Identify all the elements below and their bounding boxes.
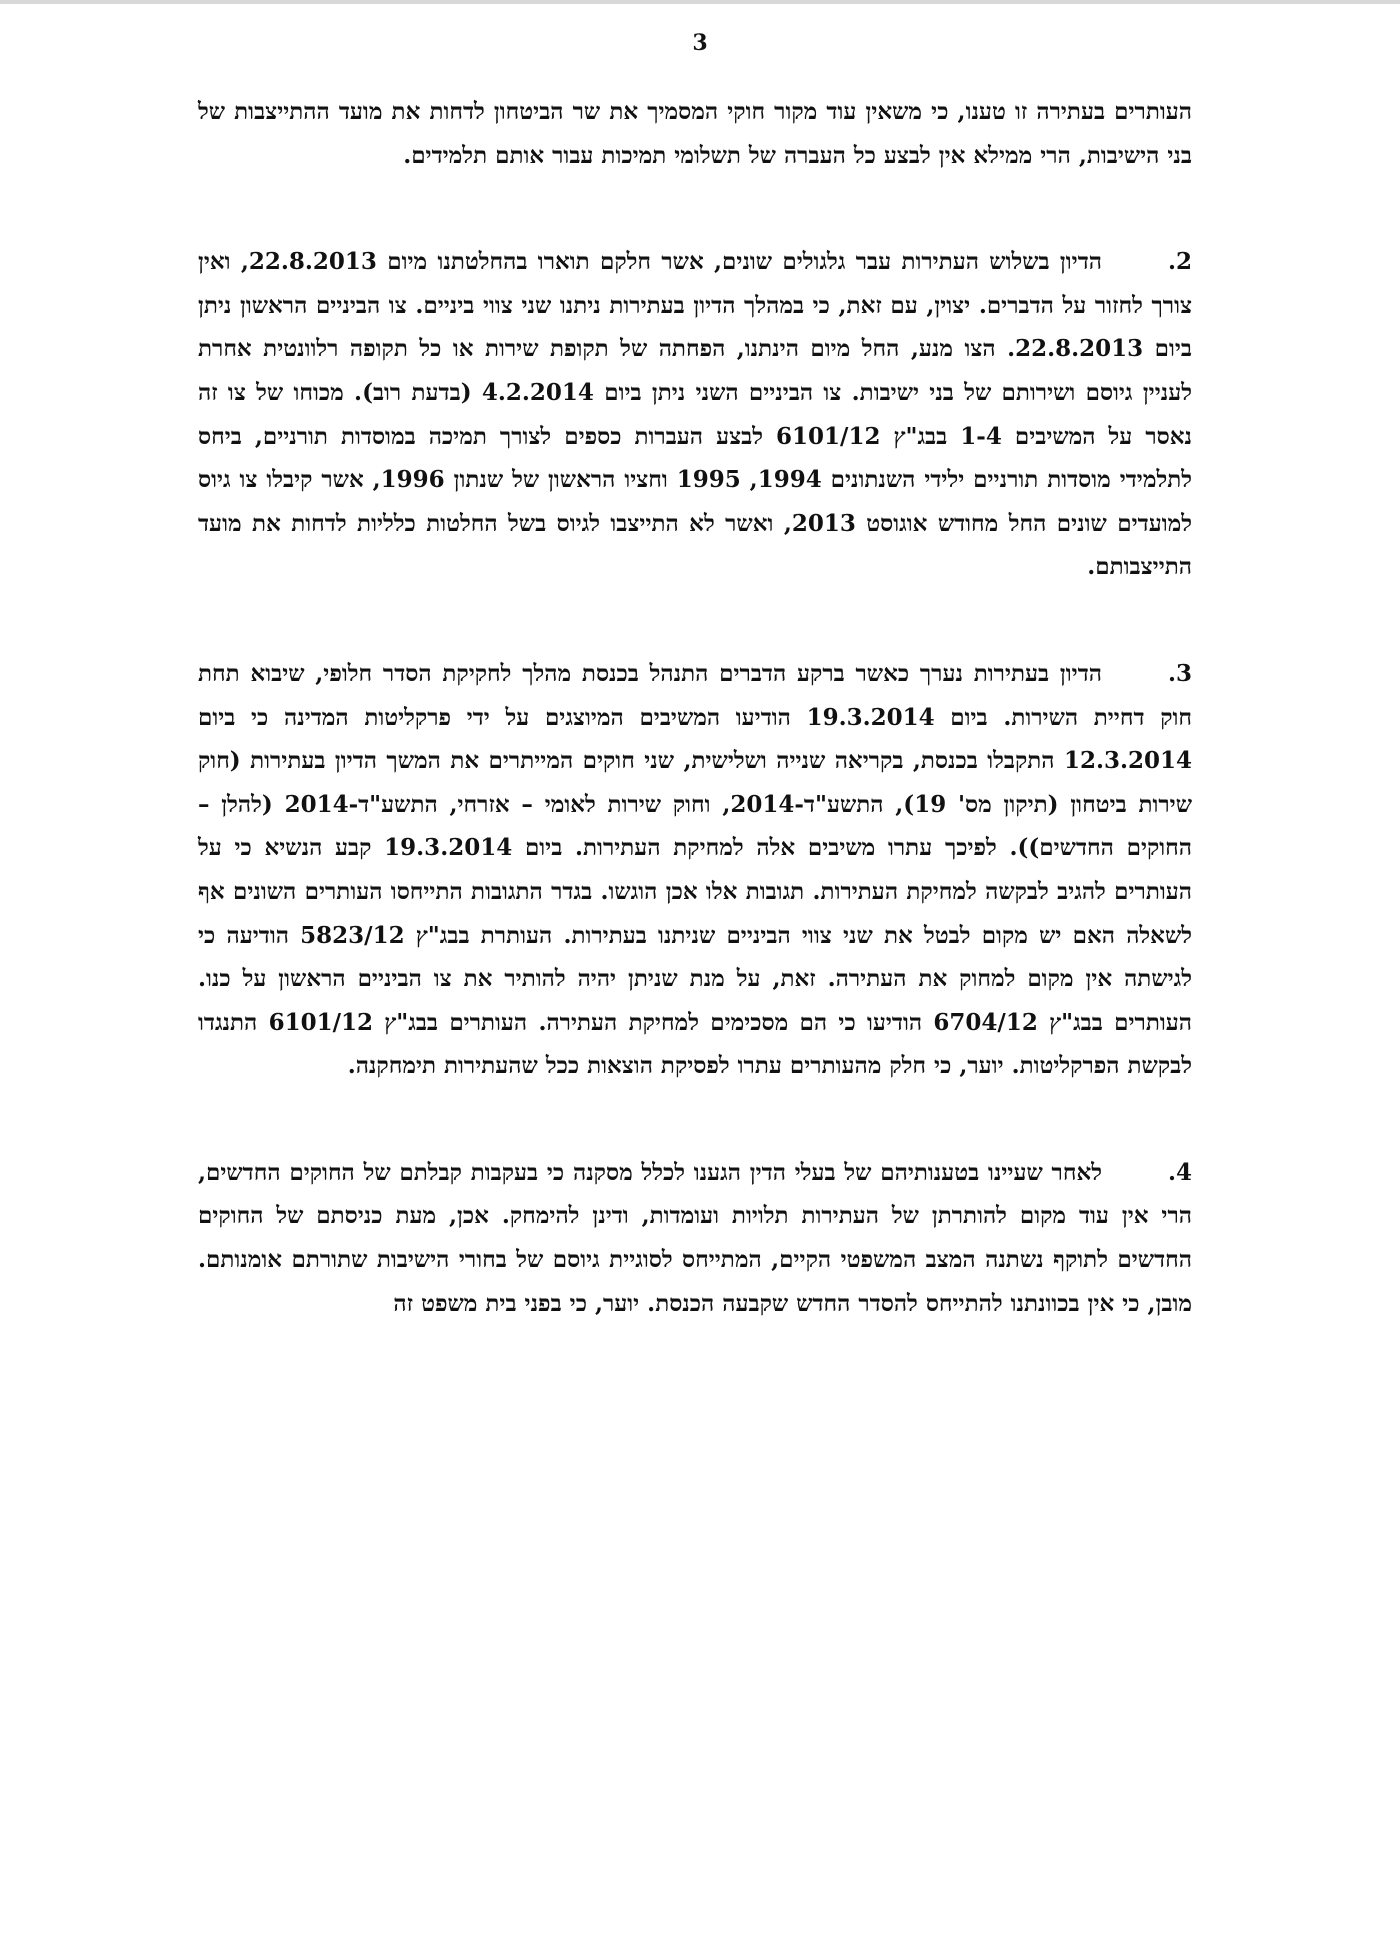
section-3	[198, 652, 1192, 1088]
intro-paragraph: העותרים בעתירה זו טענו, כי משאין עוד מקור חוקי המסמיך את שר הביטחון לדחות את מועד ההתייצבות של בני הישיבות, הרי ממילא אין לבצע כל העברה של תשלומי תמיכות עבור אותם תלמידים.	[198, 98, 1192, 169]
section-text: הדיון בשלוש העתירות עבר גלגולים שונים, אשר חלקם תוארו בהחלטתנו מיום 22.8.2013, ואין צורך לחזור על הדברים. יצוין, עם זאת, כי במהלך הדיון בעתירות ניתנו שני צווי ביניים. צו הביניים הראשון ניתן ביום 22.8.2013. הצו מנע, החל מיום הינתנו, הפחתה של תקופת שירות או כל תקופה רלוונטית אחרת לעניין גיוסם ושירותם של בני ישיבות. צו הביניים השני ניתן ביום 4.2.2014 (בדעת רוב). מכוחו של צו זה נאסר על המשיבים 1-4 בבג"ץ 6101/12 לבצע העברות כספים לצורך תמיכה במוסדות תורניים, ביחס לתלמידי מוסדות תורניים ילידי השנתונים 1994, 1995 וחציו הראשון של שנתון 1996, אשר קיבלו צו גיוס למועדים שונים החל מחודש אוגוסט 2013, ואשר לא התייצבו לגיוס בשל החלטות כלליות לדחות את מועד התייצבותם.	[198, 248, 1193, 581]
section-number: 2.	[1167, 248, 1192, 276]
section-number: 4.	[1167, 1158, 1192, 1186]
page-top-divider	[0, 0, 1400, 4]
section-number: 3.	[1167, 659, 1192, 687]
document-body	[198, 90, 1192, 1325]
section-text: לאחר שעיינו בטענותיהם של בעלי הדין הגענו לכלל מסקנה כי בעקבות קבלתם של החוקים החדשים, הרי אין עוד מקום להותרתן של העתירות תלויות ועומדות, ודינן להימחק. אכן, מעת כניסתם של החוקים החדשים לתוקף נשתנה המצב המשפטי הקיים, המתייחס לסוגיית גיוסם של בחורי הישיבות שתורתם אומנותם. מובן, כי אין בכוונתנו להתייחס להסדר החדש שקבעה הכנסת. יוער, כי בפני בית משפט זה	[198, 1158, 1192, 1317]
page-number: 3	[692, 30, 708, 56]
section-text: הדיון בעתירות נערך כאשר ברקע הדברים התנהל בכנסת מהלך לחקיקת הסדר חלופי, שיבוא תחת חוק דחיית השירות. ביום 19.3.2014 הודיעו המשיבים המיוצגים על ידי פרקליטות המדינה כי ביום 12.3.2014 התקבלו בכנסת, בקריאה שנייה ושלישית, שני חוקים המייתרים את המשך הדיון בעתירות (חוק שירות ביטחון (תיקון מס' 19), התשע"ד-2014, וחוק שירות לאומי – אזרחי, התשע"ד-2014 (להלן – החוקים החדשים)). לפיכך עתרו משיבים אלה למחיקת העתירות. ביום 19.3.2014 קבע הנשיא כי על העותרים להגיב לבקשה למחיקת העתירות. תגובות אלו אכן הוגשו. בגדר התגובות התייחסו העותרים השונים אף לשאלה האם יש מקום לבטל את שני צווי הביניים שניתנו בעתירות. העותרת בבג"ץ 5823/12 הודיעה כי לגישתה אין מקום למחוק את העתירה. זאת, על מנת שניתן יהיה להותיר את צו הביניים הראשון על כנו. העותרים בבג"ץ 6704/12 הודיעו כי הם מסכימים למחיקת העתירה. העותרים בבג"ץ 6101/12 התנגדו לבקשת הפרקליטות. יוער, כי חלק מהעותרים עתרו לפסיקת הוצאות ככל שהעתירות תימחקנה.	[198, 659, 1193, 1080]
section-4	[198, 1151, 1192, 1325]
section-2	[198, 240, 1192, 589]
